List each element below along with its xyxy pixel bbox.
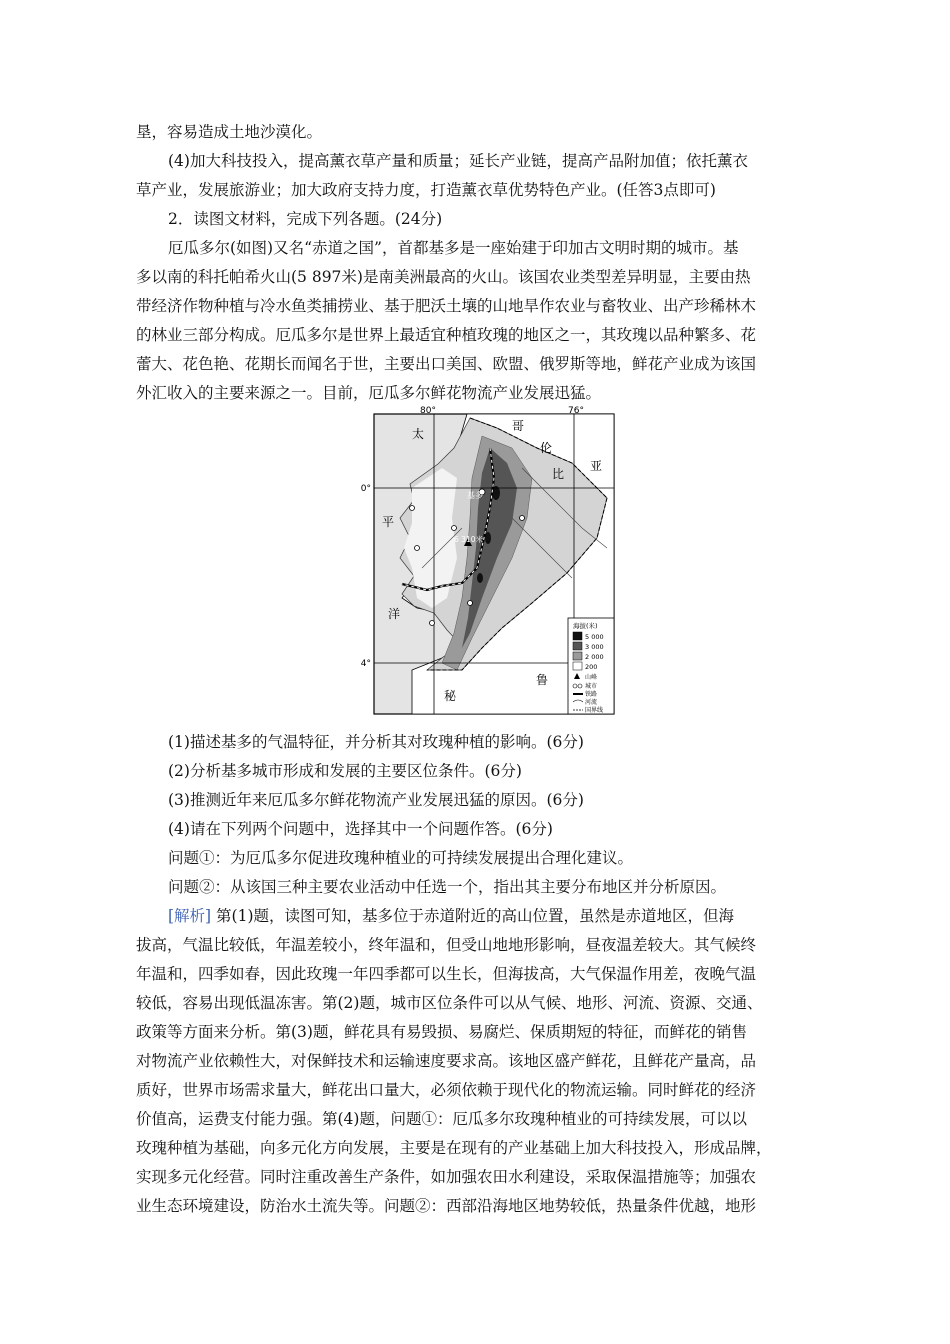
- analysis-line: 价值高，运费支付能力强。第(4)题，问题①：厄瓜多尔玫瑰种植业的可持续发展，可以以: [136, 1110, 747, 1128]
- analysis-text: 第(1)题，读图可知，基多位于赤道附近的高山位置，虽然是赤道地区，但海: [216, 907, 735, 925]
- analysis-line: 玫瑰种植为基础，向多元化方向发展，主要是在现有的产业基础上加大科技投入，形成品牌，: [136, 1139, 772, 1157]
- label-ge: 哥: [512, 419, 525, 433]
- lon-label-80: 80°: [420, 406, 436, 416]
- question-item: 问题①：为厄瓜多尔促进玫瑰种植业的可持续发展提出合理化建议。: [168, 849, 634, 867]
- text-line: 带经济作物种植与冷水鱼类捕捞业、基于肥沃土壤的山地旱作农业与畜牧业、出产珍稀林木: [136, 297, 757, 315]
- legend-level: 5 000: [585, 633, 604, 641]
- analysis-tag: [解析]: [168, 907, 212, 925]
- text-line: 草产业，发展旅游业；加大政府支持力度，打造薰衣草优势特色产业。(任答3点即可): [136, 181, 716, 199]
- text-line: 多以南的科托帕希火山(5 897米)是南美洲最高的火山。该国农业类型差异明显，主要由热: [136, 268, 751, 286]
- lat-label-0: 0°: [360, 484, 371, 494]
- label-bi: 比: [552, 467, 565, 481]
- analysis-line: 业生态环境建设，防治水土流失等。问题②：西部沿海地区地势较低，热量条件优越，地形: [136, 1197, 757, 1215]
- peak-elevation-label: 6 310米: [454, 535, 483, 544]
- text-line: (4)加大科技投入，提高薰衣草产量和质量；延长产业链，提高产品附加值；依托薰衣: [168, 152, 748, 170]
- label-tai: 太: [412, 427, 425, 441]
- question-item: (2)分析基多城市形成和发展的主要区位条件。(6分): [168, 762, 522, 780]
- question-item: 问题②：从该国三种主要农业活动中任选一个，指出其主要分布地区并分析原因。: [168, 878, 727, 896]
- label-mi: 秘: [444, 689, 457, 703]
- text-line: 蕾大、花色艳、花期长而闻名于世，主要出口美国、欧盟、俄罗斯等地，鲜花产业成为该国: [136, 355, 757, 373]
- legend-level: 2 000: [585, 653, 604, 661]
- analysis-line: 政策等方面来分析。第(3)题，鲜花具有易毁损、易腐烂、保质期短的特征，而鲜花的销售: [136, 1023, 747, 1041]
- label-lu: 鲁: [536, 673, 549, 687]
- ecuador-map: [360, 406, 620, 718]
- label-ya: 亚: [590, 459, 603, 473]
- analysis-line: 较低，容易出现低温冻害。第(2)题，城市区位条件可以从气候、地形、河流、资源、交通、: [136, 994, 763, 1012]
- legend-level: 200: [585, 663, 598, 671]
- legend-level: 3 000: [585, 643, 604, 651]
- lon-label-76: 76°: [568, 406, 584, 416]
- legend-peak: 山峰: [585, 674, 598, 681]
- legend-river: 河流: [585, 699, 598, 706]
- text-line: 的林业三部分构成。厄瓜多尔是世界上最适宜种植玫瑰的地区之一，其玫瑰以品种繁多、花: [136, 326, 757, 344]
- question-item: (4)请在下列两个问题中，选择其中一个问题作答。(6分): [168, 820, 553, 838]
- question-item: (1)描述基多的气温特征，并分析其对玫瑰种植的影响。(6分): [168, 733, 584, 751]
- city-label-quito: 基多: [467, 491, 483, 500]
- analysis-line: 年温和，四季如春，因此玫瑰一年四季都可以生长，但海拔高，大气保温作用差，夜晚气温: [136, 965, 757, 983]
- legend-border: 国界线: [585, 707, 604, 714]
- text-line: 厄瓜多尔(如图)又名“赤道之国”，首都基多是一座始建于印加古文明时期的城市。基: [168, 239, 739, 257]
- analysis-line: 质好，世界市场需求量大，鲜花出口量大，必须依赖于现代化的物流运输。同时鲜花的经济: [136, 1081, 757, 1099]
- analysis-first-line: [168, 902, 734, 931]
- legend-rail: 铁路: [585, 691, 598, 698]
- question-item: (3)推测近年来厄瓜多尔鲜花物流产业发展迅猛的原因。(6分): [168, 791, 584, 809]
- analysis-line: 拔高，气温比较低，年温差较小，终年温和，但受山地地形影响，昼夜温差较大。其气候终: [136, 936, 757, 954]
- map-legend: [568, 618, 614, 714]
- legend-title: 海拔(米): [573, 622, 598, 630]
- question-heading: 2．读图文材料，完成下列各题。(24分): [168, 210, 443, 228]
- label-lun: 伦: [540, 441, 553, 455]
- analysis-line: 实现多元化经营。同时注重改善生产条件，如加强农田水利建设，采取保温措施等；加强农: [136, 1168, 757, 1186]
- text-line: 外汇收入的主要来源之一。目前，厄瓜多尔鲜花物流产业发展迅猛。: [136, 384, 602, 402]
- analysis-line: 对物流产业依赖性大，对保鲜技术和运输速度要求高。该地区盛产鲜花，且鲜花产量高，品: [136, 1052, 757, 1070]
- text-line: 垦，容易造成土地沙漠化。: [136, 123, 323, 141]
- legend-city: 城市: [585, 683, 598, 690]
- lat-label-4: 4°: [360, 659, 371, 669]
- label-yang: 洋: [388, 607, 401, 621]
- label-ping: 平: [382, 515, 395, 529]
